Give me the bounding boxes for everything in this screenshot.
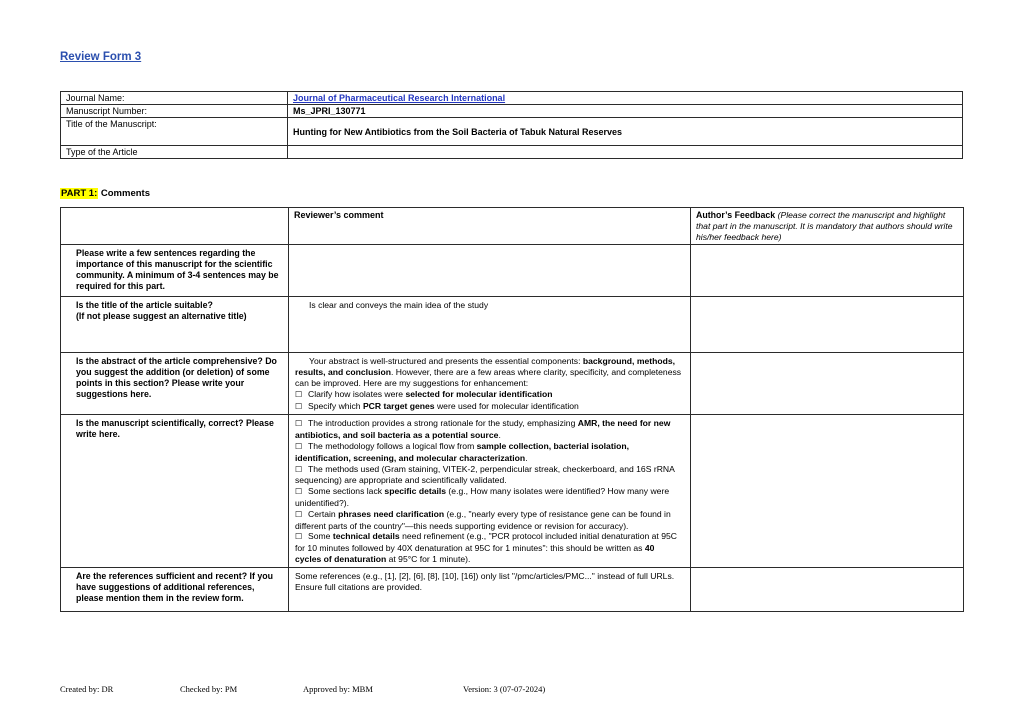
comment-paragraph <box>295 571 683 593</box>
comment-text: background, methods, results, and conclusion <box>295 356 676 378</box>
author-feedback-cell[interactable] <box>691 297 964 353</box>
comment-text: The methodology follows a logical flow from <box>308 440 477 451</box>
checkbox-bullet-icon: ☐ <box>295 389 303 399</box>
author-feedback-header-bold: Author’s Feedback <box>696 210 778 220</box>
comment-text: specific details <box>384 486 447 497</box>
part1-badge: PART 1: <box>61 188 98 199</box>
author-feedback-cell[interactable] <box>691 353 964 415</box>
author-feedback-header-note: (Please correct the manuscript and highlight that part in the manuscript. It is mandatory that authors should write his/her feedback here) <box>696 210 953 242</box>
info-value <box>288 146 963 159</box>
info-row <box>61 146 963 159</box>
journal-name-link[interactable]: Journal of Pharmaceutical Research International <box>293 93 506 103</box>
comment-text: selected for molecular identification <box>405 388 553 399</box>
info-label: Journal Name: <box>61 92 288 105</box>
manuscript-info-table <box>60 91 963 159</box>
question-cell <box>61 353 289 415</box>
checkbox-bullet-icon: ☐ <box>295 441 303 451</box>
checkbox-bullet-icon: ☐ <box>295 464 303 474</box>
comment-text: . However, there are a few areas where clarity, specificity, and completeness can be improved. Here are my suggestions for enhancement: <box>295 367 682 388</box>
criteria-header-cell <box>61 208 289 245</box>
comment-text: . <box>525 452 528 463</box>
table-row <box>61 415 964 567</box>
info-row <box>61 118 963 146</box>
info-label: Type of the Article <box>61 146 288 159</box>
info-label: Title of the Manuscript: <box>61 118 288 146</box>
table-row <box>61 297 964 353</box>
comment-text: Some references (e.g., [1], [2], [6], [8], [10], [16]) only list "/pmc/articles/PMC..." instead of full URLs. Ensure full citations are provided. <box>295 570 675 592</box>
reviewer-comment-header: Reviewer’s comment <box>289 208 691 245</box>
comment-paragraph <box>295 531 683 564</box>
checkbox-bullet-icon: ☐ <box>295 401 303 411</box>
comment-text: 40 cycles of denaturation <box>295 543 655 564</box>
info-row <box>61 92 963 105</box>
footer-checked-by: Checked by: PM <box>180 684 238 694</box>
table-row <box>61 245 964 297</box>
reviewer-comment-cell <box>289 415 691 567</box>
part1-label: Comments <box>98 188 150 199</box>
checkbox-bullet-icon: ☐ <box>295 509 303 519</box>
comment-text: technical details <box>332 531 400 542</box>
comment-text: Some sections lack <box>308 486 385 497</box>
comment-paragraph <box>295 509 683 532</box>
info-value: Hunting for New Antibiotics from the Soil Bacteria of Tabuk Natural Reserves <box>288 118 963 146</box>
comment-paragraph <box>295 464 683 487</box>
comment-text: need refinement (e.g., "PCR protocol included initial denaturation at 95C for 10 minutes followed by 40X denaturation at 95C for 1 minutes": this should be written as <box>295 531 677 554</box>
comment-text: The introduction provides a strong rationale for the study, emphasizing <box>308 418 578 429</box>
reviewer-comment-cell <box>289 353 691 415</box>
checkbox-bullet-icon: ☐ <box>295 419 303 429</box>
comment-text: at 95°C for 1 minute). <box>386 553 471 564</box>
footer-created-by: Created by: DR <box>60 684 114 694</box>
comment-paragraph <box>295 418 683 441</box>
checkbox-bullet-icon: ☐ <box>295 532 303 542</box>
comment-paragraph <box>295 441 683 464</box>
author-feedback-header <box>691 208 964 245</box>
comments-table <box>60 207 964 612</box>
comment-text: PCR target genes <box>362 400 435 411</box>
reviewer-comment-cell <box>289 567 691 611</box>
part1-heading <box>60 188 150 199</box>
info-value: Ms_JPRI_130771 <box>288 105 963 118</box>
comment-text: sample collection, bacterial isolation, identification, screening, and molecular characterization <box>295 440 629 463</box>
table-row <box>61 567 964 611</box>
footer-approved-by: Approved by: MBM <box>303 684 373 694</box>
review-form-title[interactable]: Review Form 3 <box>60 51 142 63</box>
info-row <box>61 105 963 118</box>
table-row <box>61 353 964 415</box>
info-label: Manuscript Number: <box>61 105 288 118</box>
question-cell <box>61 567 289 611</box>
comment-text: Is clear and conveys the main idea of the study <box>309 300 489 311</box>
footer-version: Version: 3 (07-07-2024) <box>463 684 546 694</box>
comment-text: Clarify how isolates were <box>308 388 406 399</box>
comment-paragraph <box>295 401 683 413</box>
question-cell <box>61 245 289 297</box>
reviewer-comment-cell <box>289 297 691 353</box>
comment-text: (e.g., "nearly every type of resistance gene can be found in different parts of the country"—this needs supporting evidence or revision for accuracy). <box>295 508 671 531</box>
question-text: (If not please suggest an alternative title) <box>76 311 247 322</box>
question-cell <box>61 415 289 567</box>
comment-text: (e.g., How many isolates were identified? How many were unidentified?). <box>295 486 670 508</box>
checkbox-bullet-icon: ☐ <box>295 487 303 497</box>
author-feedback-cell[interactable] <box>691 415 964 567</box>
question-text: Are the references sufficient and recent? If you have suggestions of additional references, please mention them in the review form. <box>76 570 274 603</box>
question-text: Please write a few sentences regarding the importance of this manuscript for the scientific community. A minimum of 3-4 sentences may be required for this part. <box>76 248 279 292</box>
question-text: Is the manuscript scientifically, correct? Please write here. <box>76 418 274 440</box>
comment-text: Certain <box>308 508 339 519</box>
comments-header-row <box>61 208 964 245</box>
comment-text: were used for molecular identification <box>434 400 579 411</box>
comment-text: Specify which <box>308 400 363 411</box>
comment-paragraph <box>295 389 683 401</box>
question-text: Is the title of the article suitable? <box>76 300 213 311</box>
comment-paragraph <box>295 486 683 509</box>
comment-text: phrases need clarification <box>338 508 445 519</box>
info-value <box>288 92 963 105</box>
comment-text: AMR, the need for new antibiotics, and soil bacteria as a potential source <box>295 418 671 441</box>
author-feedback-cell[interactable] <box>691 567 964 611</box>
comment-paragraph <box>295 356 683 388</box>
comment-text: Some <box>308 531 333 542</box>
comment-text: Your abstract is well-structured and presents the essential components: <box>309 356 583 367</box>
comment-text: . <box>498 430 501 441</box>
question-cell <box>61 297 289 353</box>
comment-text: The methods used (Gram staining, VITEK-2, perpendicular streak, checkerboard, and 16S rRNA sequencing) are appropriate and scientifically validated. <box>295 463 675 486</box>
author-feedback-cell[interactable] <box>691 245 964 297</box>
reviewer-comment-cell <box>289 245 691 297</box>
question-text: Is the abstract of the article comprehensive? Do you suggest the addition (or deletion) of some points in this section? Please write your suggestions here. <box>76 356 277 400</box>
comment-paragraph <box>295 300 683 311</box>
